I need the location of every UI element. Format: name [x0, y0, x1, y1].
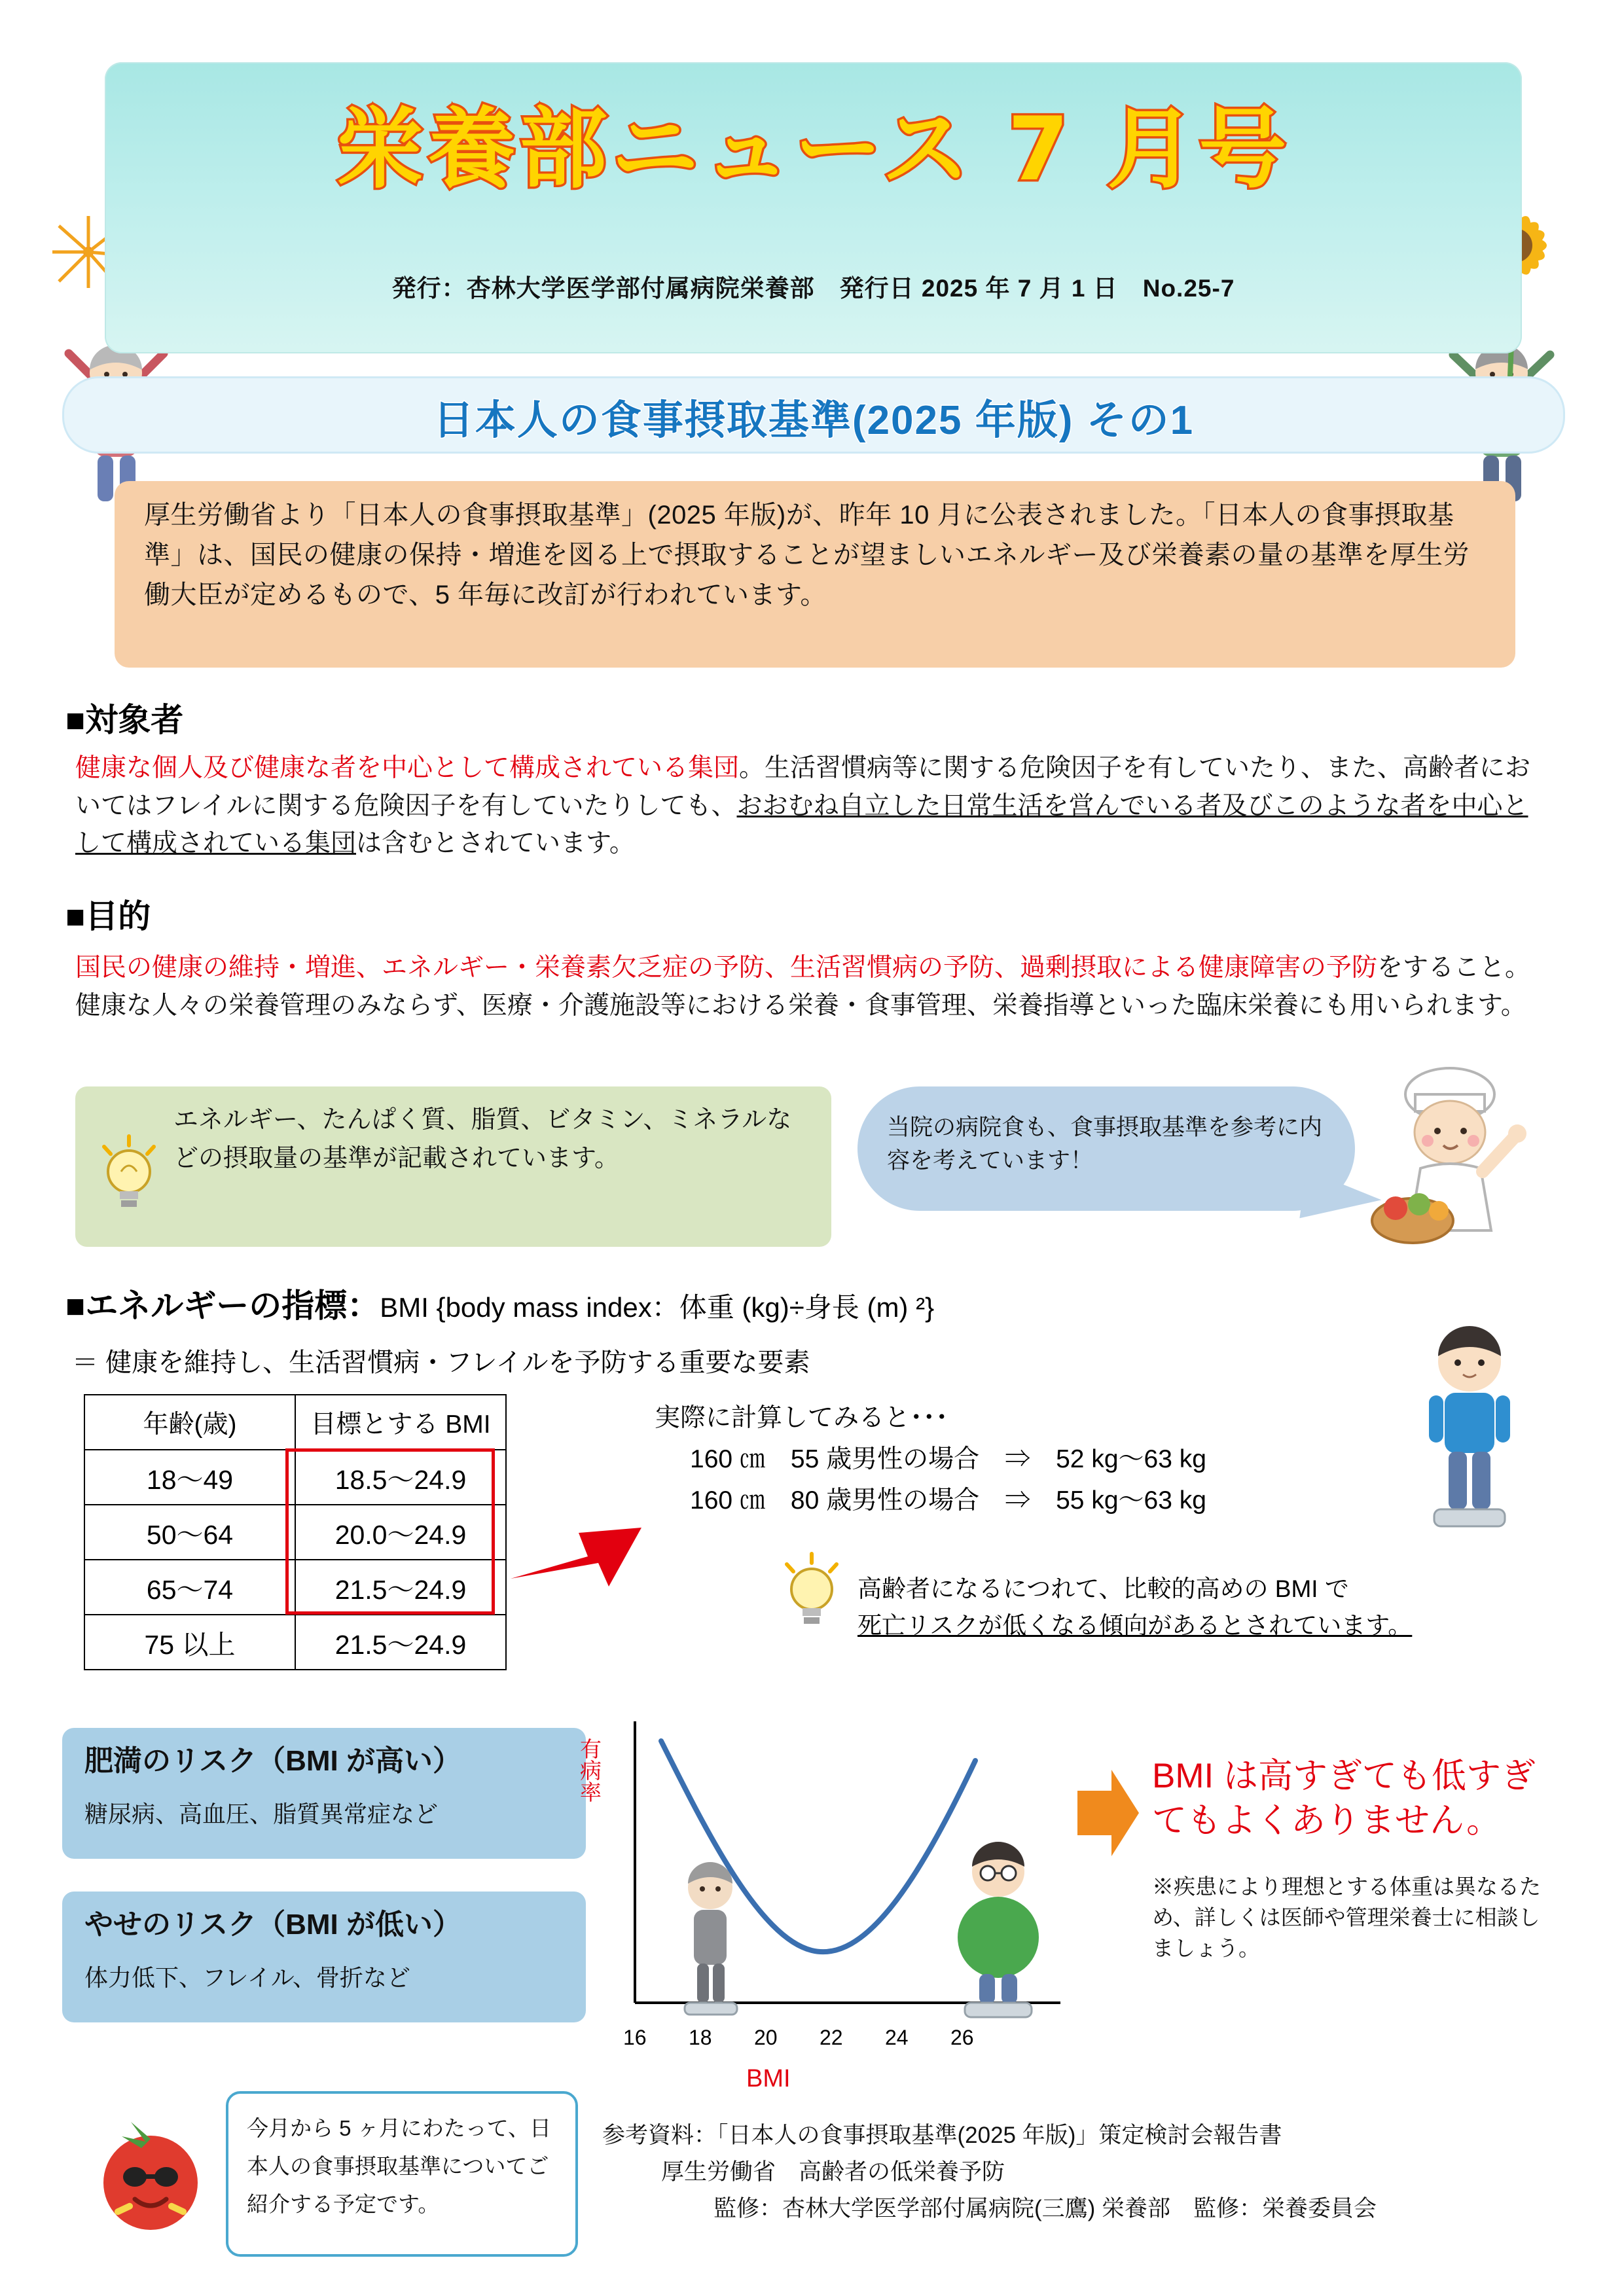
purpose-paragraph	[75, 949, 1551, 1024]
reference-line-3: 監修：杏林大学医学部付属病院(三鷹) 栄養部 監修：栄養委員会	[713, 2196, 1377, 2221]
calc-line-2: 160 ㎝ 80 歳男性の場合 ⇒ 55 kg〜63 kg	[690, 1486, 1206, 1515]
references-block	[602, 2117, 1377, 2227]
tick-label: 18	[689, 2026, 712, 2049]
speech-bubble-text: 当院の病院食も、食事摂取基準を参考に内容を考えています！	[887, 1115, 1323, 1174]
heading-purpose: ■目的	[65, 898, 151, 935]
tick-label: 26	[950, 2026, 974, 2049]
risk-box-obesity	[62, 1728, 586, 1859]
table-header-row	[84, 1395, 506, 1450]
reference-line-1: 参考資料：「日本人の食事摂取基準(2025 年版)」策定検討会報告書	[602, 2123, 1282, 2148]
energy-heading-formula: BMI {body mass index：体重 (kg)÷身長 (m) ²}	[380, 1292, 935, 1323]
publication-info: 発行：杏林大学医学部付属病院栄養部 発行日 2025 年 7 月 1 日 No.25-7	[391, 275, 1235, 302]
red-arrow-icon	[511, 1518, 648, 1604]
target-paragraph	[75, 749, 1551, 863]
heavy-person-illustration	[936, 1839, 1060, 2022]
cell-bmi: 21.5〜24.9	[295, 1560, 506, 1615]
energy-heading-main: ■エネルギーの指標：	[65, 1287, 380, 1324]
chef-illustration	[1342, 1054, 1558, 1270]
tick-label: 20	[754, 2026, 778, 2049]
tick-label: 16	[623, 2026, 647, 2049]
boy-on-scale-illustration	[1404, 1322, 1535, 1538]
risk-subtitle: 体力低下、フレイル、骨折など	[84, 1964, 410, 1991]
intro-box	[115, 481, 1515, 668]
chart-y-axis-label	[576, 1738, 602, 1808]
cell-bmi: 18.5〜24.9	[295, 1450, 506, 1505]
table-row	[84, 1615, 506, 1670]
chart-y-label-ch1: 有病率	[577, 1738, 602, 1803]
lightbulb-icon-2	[779, 1551, 844, 1633]
footer-bubble-text: 今月から 5 ヶ月にわたって、日本人の食事摂取基準についてご紹介する予定です。	[247, 2116, 552, 2216]
page-title: 栄養部ニュース 7 月号	[336, 98, 1291, 200]
tick-label: 22	[820, 2026, 843, 2049]
risk-subtitle: 糖尿病、高血圧、脂質異常症など	[84, 1801, 439, 1827]
header-banner	[105, 62, 1522, 353]
footer-bubble	[226, 2091, 578, 2257]
chart-x-axis-label: BMI	[746, 2065, 791, 2092]
green-callout-box	[75, 1086, 831, 1247]
section-title-bar	[62, 376, 1565, 454]
calc-line-1: 160 ㎝ 55 歳男性の場合 ⇒ 52 kg〜63 kg	[690, 1445, 1206, 1474]
heading-target: ■対象者	[65, 702, 184, 738]
tip-line-2: 死亡リスクが低くなる傾向があるとされています。	[857, 1611, 1413, 1639]
header-age: 年齢(歳)	[84, 1395, 295, 1450]
green-callout-text: エネルギー、たんぱく質、脂質、ビタミン、ミネラルなどの摂取量の基準が記載されています。	[173, 1106, 792, 1172]
purpose-red-text: 国民の健康の維持・増進、エネルギー・栄養素欠乏症の予防、生活習慣病の予防、過剰摂取による健康障害の予防	[75, 954, 1378, 982]
cell-age: 18〜49	[84, 1450, 295, 1505]
target-mid-text: 。生活習慣病等に関する危険因子を有していたり、また、高齢者においてはフレイルに関する危険因子を有していたりしても、	[75, 754, 1531, 820]
target-red-text: 健康な個人及び健康な者を中心として構成されている集団	[75, 754, 740, 782]
header-bmi: 目標とする BMI	[295, 1395, 506, 1450]
bmi-target-table	[84, 1394, 507, 1670]
intro-text: 厚生労働省より「日本人の食事摂取基準」(2025 年版)が、昨年 10 月に公表されました。「日本人の食事摂取基準」は、国民の健康の保持・増進を図る上で摂取することが望ましいエネルギー及び栄養素の量の基準を厚生労働大臣が定めるもので、5 年毎に改訂が行われています。	[144, 501, 1470, 609]
risk-title: 肥満のリスク（BMI が高い）	[84, 1745, 461, 1777]
table-row	[84, 1505, 506, 1560]
cell-age: 50〜64	[84, 1505, 295, 1560]
energy-index-heading	[65, 1280, 934, 1327]
calculation-block	[655, 1397, 1206, 1522]
cell-bmi: 21.5〜24.9	[295, 1615, 506, 1670]
tip-block	[857, 1571, 1412, 1643]
purpose-rest-text: をすること。健康な人々の栄養管理のみならず、医療・介護施設等における栄養・食事管理、栄養指導といった臨床栄養にも用いられます。	[75, 954, 1531, 1020]
table-row	[84, 1450, 506, 1505]
section-title: 日本人の食事摂取基準(2025 年版) その1	[433, 398, 1195, 443]
tip-line-1: 高齢者になるにつれて、比較的高めの BMI で	[857, 1575, 1349, 1602]
tomato-character-illustration	[85, 2114, 216, 2238]
cell-bmi: 20.0〜24.9	[295, 1505, 506, 1560]
main-message: BMI は高すぎても低すぎてもよくありません。	[1152, 1757, 1536, 1840]
calc-title: 実際に計算してみると･･･	[655, 1404, 948, 1432]
cell-age: 65〜74	[84, 1560, 295, 1615]
message-note: ※疾患により理想とする体重は異なるため、詳しくは医師や管理栄養士に相談しましょう。	[1152, 1874, 1541, 1960]
risk-title: やせのリスク（BMI が低い）	[84, 1909, 461, 1941]
reference-line-2: 厚生労働省 高齢者の低栄養予防	[661, 2159, 1005, 2185]
tick-label: 24	[885, 2026, 909, 2049]
thin-person-illustration	[661, 1859, 759, 2022]
target-tail-text: は含むとされています。	[356, 829, 635, 858]
orange-arrow-icon	[1074, 1767, 1142, 1859]
energy-index-subline: ＝ 健康を維持し、生活習慣病・フレイルを予防する重要な要素	[72, 1348, 810, 1377]
risk-box-thinness	[62, 1892, 586, 2022]
cell-age: 75 以上	[84, 1615, 295, 1670]
table-row	[84, 1560, 506, 1615]
lightbulb-icon	[95, 1134, 163, 1219]
target-underline-text: おおむね自立した日常生活を営んでいる者及びこのような者を中心として構成されている集団	[75, 791, 1528, 858]
